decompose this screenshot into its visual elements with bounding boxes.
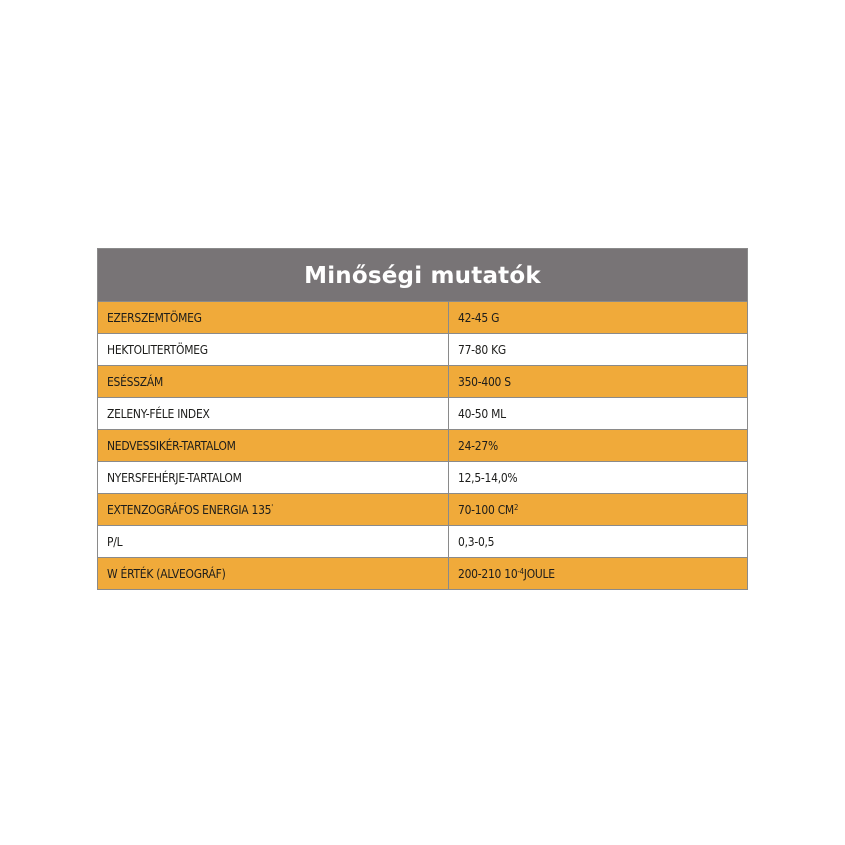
row-label: ESÉSSZÁM	[98, 366, 449, 397]
table-row	[98, 558, 747, 589]
table-title: Minőségi mutatók	[304, 263, 541, 289]
row-value: 40-50 ML	[458, 406, 506, 421]
row-label: EZERSZEMTÖMEG	[98, 302, 449, 333]
row-label: EXTENZOGRÁFOS ENERGIA 135'	[98, 494, 449, 525]
row-label: NYERSFEHÉRJE-TARTALOM	[98, 462, 449, 493]
table-row	[98, 494, 747, 526]
row-value: 350-400 S	[458, 374, 511, 389]
table-row	[98, 366, 747, 398]
row-label: HEKTOLITERTÖMEG	[98, 334, 449, 365]
quality-indicators-table	[97, 248, 748, 590]
table-row	[98, 334, 747, 366]
table-row	[98, 302, 747, 334]
row-value: 24-27%	[458, 438, 498, 453]
row-value: 200-210 $10^{-4}JOULE$	[458, 566, 555, 581]
row-value: 12,5-14,0%	[458, 470, 518, 485]
row-label: P/L	[98, 526, 449, 557]
table-row	[98, 430, 747, 462]
row-label: NEDVESSIKÉR-TARTALOM	[98, 430, 449, 461]
row-label: W ÉRTÉK (ALVEOGRÁF)	[98, 558, 449, 589]
row-value: 77-80 KG	[458, 342, 506, 357]
row-value: 70-100 $CM^2$	[458, 502, 519, 517]
row-value: 42-45 G	[458, 310, 500, 325]
value-superscript: 2	[513, 503, 519, 512]
label-superscript: '	[271, 503, 273, 512]
table-row	[98, 398, 747, 430]
value-superscript: -4	[517, 567, 524, 576]
table-header	[98, 249, 747, 302]
row-value: 0,3-0,5	[458, 534, 495, 549]
table-row	[98, 462, 747, 494]
row-label: ZELENY-FÉLE INDEX	[98, 398, 449, 429]
table-row	[98, 526, 747, 558]
